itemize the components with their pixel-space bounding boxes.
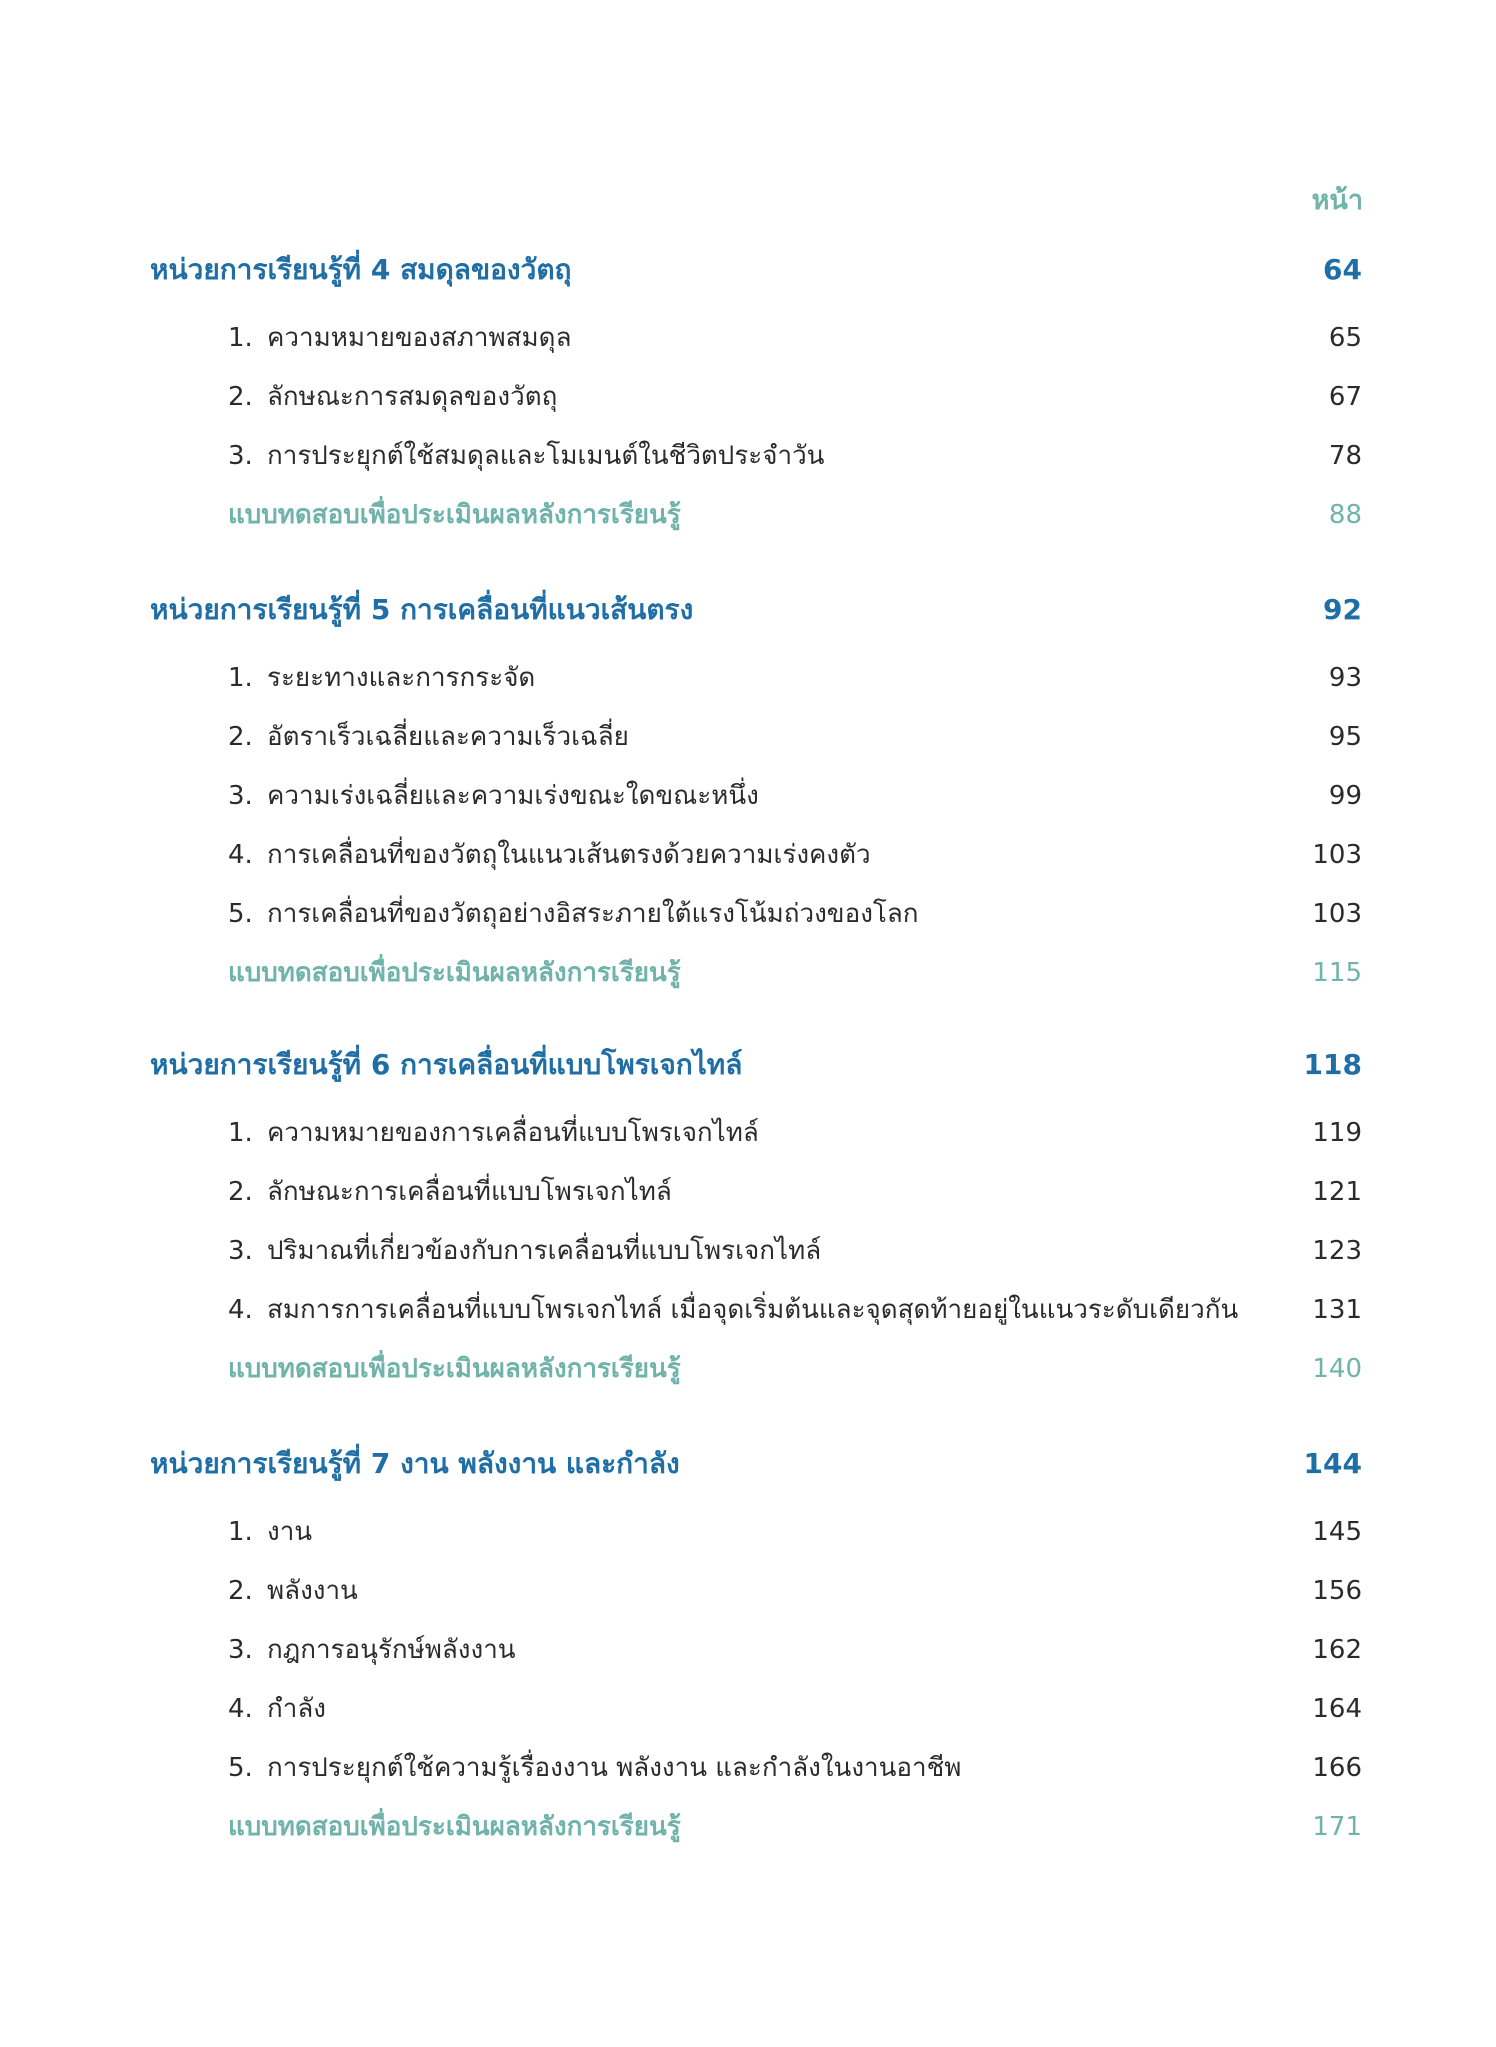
entry-number: 3. [228, 441, 253, 471]
assessment-page-number: 88 [1328, 500, 1362, 530]
assessment-entry[interactable] [150, 1807, 1362, 1866]
entry-page-number: 78 [1328, 441, 1362, 471]
toc-entry[interactable] [150, 835, 1362, 894]
entry-title: การประยุกต์ใช้สมดุลและโมเมนต์ในชีวิตประจำวัน [267, 441, 825, 471]
unit-title: หน่วยการเรียนรู้ที่ 7 งาน พลังงาน และกำลัง [150, 1447, 680, 1480]
entry-title: สมการการเคลื่อนที่แบบโพรเจกไทล์ เมื่อจุดเริ่มต้นและจุดสุดท้ายอยู่ในแนวระดับเดียวกัน [267, 1295, 1239, 1325]
entry-title: การเคลื่อนที่ของวัตถุอย่างอิสระภายใต้แรงโน้มถ่วงของโลก [267, 899, 919, 929]
toc-entry[interactable] [150, 717, 1362, 776]
toc-unit [150, 1442, 1362, 1866]
entry-title: การประยุกต์ใช้ความรู้เรื่องงาน พลังงาน และกำลังในงานอาชีพ [267, 1753, 962, 1783]
entry-number: 2. [228, 722, 253, 752]
toc-entry[interactable] [150, 1113, 1362, 1172]
toc-entry[interactable] [150, 894, 1362, 953]
entry-page-number: 166 [1312, 1753, 1362, 1783]
assessment-title: แบบทดสอบเพื่อประเมินผลหลังการเรียนรู้ [228, 1812, 681, 1842]
entry-title: พลังงาน [267, 1576, 358, 1606]
unit-entries [150, 318, 1362, 554]
entry-page-number: 103 [1312, 840, 1362, 870]
assessment-title: แบบทดสอบเพื่อประเมินผลหลังการเรียนรู้ [228, 500, 681, 530]
toc-entry[interactable] [150, 1290, 1362, 1349]
entry-number: 2. [228, 382, 253, 412]
entry-title: งาน [267, 1517, 313, 1547]
entry-title: ความหมายของสภาพสมดุล [267, 323, 572, 353]
entry-page-number: 131 [1312, 1295, 1362, 1325]
assessment-title: แบบทดสอบเพื่อประเมินผลหลังการเรียนรู้ [228, 1354, 681, 1384]
unit-heading[interactable] [150, 248, 1362, 296]
unit-heading[interactable] [150, 1043, 1362, 1091]
assessment-entry[interactable] [150, 1349, 1362, 1408]
entry-page-number: 119 [1312, 1118, 1362, 1148]
entry-number: 5. [228, 899, 253, 929]
entry-number: 1. [228, 663, 253, 693]
unit-page-number: 92 [1323, 593, 1362, 626]
entry-title: การเคลื่อนที่ของวัตถุในแนวเส้นตรงด้วยความเร่งคงตัว [267, 840, 871, 870]
unit-heading[interactable] [150, 1442, 1362, 1490]
entry-title: ความหมายของการเคลื่อนที่แบบโพรเจกไทล์ [267, 1118, 759, 1148]
entry-number: 5. [228, 1753, 253, 1783]
unit-title: หน่วยการเรียนรู้ที่ 5 การเคลื่อนที่แนวเส้นตรง [150, 593, 694, 626]
entry-number: 1. [228, 323, 253, 353]
entry-title: ปริมาณที่เกี่ยวข้องกับการเคลื่อนที่แบบโพรเจกไทล์ [267, 1236, 822, 1266]
unit-title: หน่วยการเรียนรู้ที่ 6 การเคลื่อนที่แบบโพรเจกไทล์ [150, 1048, 743, 1081]
entry-title: ความเร่งเฉลี่ยและความเร่งขณะใดขณะหนึ่ง [267, 781, 759, 811]
toc-entry[interactable] [150, 1172, 1362, 1231]
assessment-entry[interactable] [150, 953, 1362, 1012]
assessment-title: แบบทดสอบเพื่อประเมินผลหลังการเรียนรู้ [228, 958, 681, 988]
assessment-page-number: 115 [1312, 958, 1362, 988]
toc-unit [150, 248, 1362, 554]
entry-number: 2. [228, 1177, 253, 1207]
entry-page-number: 65 [1328, 323, 1362, 353]
toc-entry[interactable] [150, 377, 1362, 436]
entry-page-number: 103 [1312, 899, 1362, 929]
unit-page-number: 64 [1323, 253, 1362, 286]
entry-number: 3. [228, 781, 253, 811]
entry-number: 3. [228, 1236, 253, 1266]
entry-number: 1. [228, 1517, 253, 1547]
toc-entry[interactable] [150, 1748, 1362, 1807]
entry-number: 1. [228, 1118, 253, 1148]
unit-entries [150, 658, 1362, 1012]
entry-number: 2. [228, 1576, 253, 1606]
toc-entry[interactable] [150, 1689, 1362, 1748]
unit-page-number: 118 [1303, 1048, 1362, 1081]
toc-unit [150, 588, 1362, 1012]
entry-title: กำลัง [267, 1694, 326, 1724]
entry-page-number: 99 [1328, 781, 1362, 811]
unit-page-number: 144 [1303, 1447, 1362, 1480]
toc-unit [150, 1043, 1362, 1408]
entry-number: 4. [228, 840, 253, 870]
unit-heading[interactable] [150, 588, 1362, 636]
unit-entries [150, 1512, 1362, 1866]
entry-title: ระยะทางและการกระจัด [267, 663, 536, 693]
toc-entry[interactable] [150, 436, 1362, 495]
entry-title: ลักษณะการเคลื่อนที่แบบโพรเจกไทล์ [267, 1177, 672, 1207]
page-column-label: หน้า [1311, 185, 1363, 216]
entry-page-number: 93 [1328, 663, 1362, 693]
entry-page-number: 145 [1312, 1517, 1362, 1547]
entry-number: 4. [228, 1694, 253, 1724]
entry-title: กฎการอนุรักษ์พลังงาน [267, 1635, 516, 1665]
entry-title: อัตราเร็วเฉลี่ยและความเร็วเฉลี่ย [267, 722, 629, 752]
entry-number: 4. [228, 1295, 253, 1325]
toc-entry[interactable] [150, 1231, 1362, 1290]
assessment-entry[interactable] [150, 495, 1362, 554]
entry-page-number: 156 [1312, 1576, 1362, 1606]
entry-page-number: 95 [1328, 722, 1362, 752]
toc-entry[interactable] [150, 1571, 1362, 1630]
entry-page-number: 121 [1312, 1177, 1362, 1207]
unit-title: หน่วยการเรียนรู้ที่ 4 สมดุลของวัตถุ [150, 253, 572, 286]
assessment-page-number: 171 [1312, 1812, 1362, 1842]
toc-entry[interactable] [150, 1512, 1362, 1571]
unit-entries [150, 1113, 1362, 1408]
entry-page-number: 162 [1312, 1635, 1362, 1665]
toc-entry[interactable] [150, 1630, 1362, 1689]
toc-entry[interactable] [150, 776, 1362, 835]
toc-entry[interactable] [150, 658, 1362, 717]
entry-page-number: 67 [1328, 382, 1362, 412]
entry-page-number: 164 [1312, 1694, 1362, 1724]
entry-number: 3. [228, 1635, 253, 1665]
assessment-page-number: 140 [1312, 1354, 1362, 1384]
entry-page-number: 123 [1312, 1236, 1362, 1266]
toc-entry[interactable] [150, 318, 1362, 377]
entry-title: ลักษณะการสมดุลของวัตถุ [267, 382, 558, 412]
